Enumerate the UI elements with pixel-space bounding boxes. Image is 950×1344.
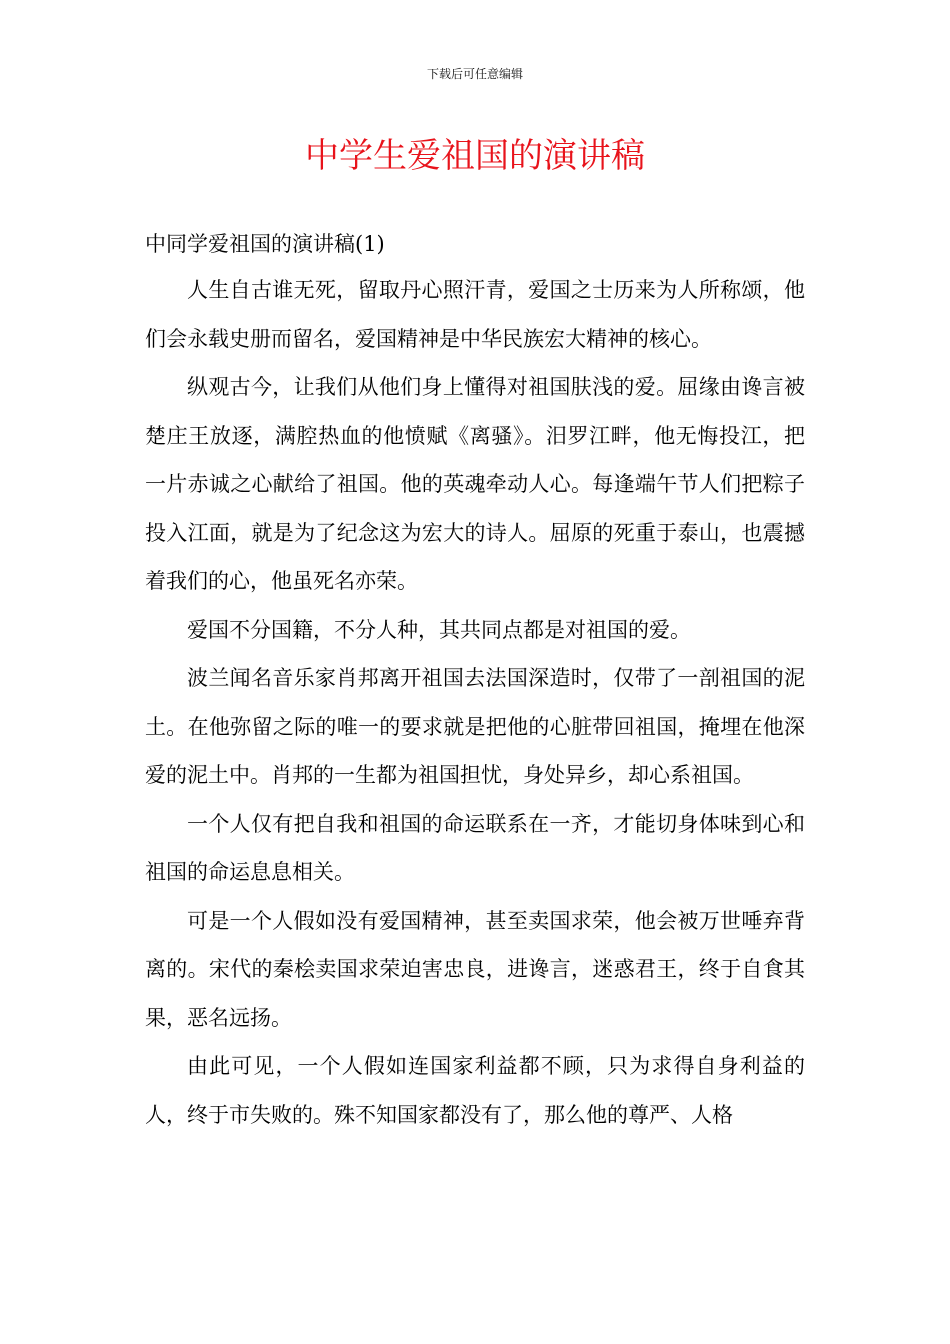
header-note: 下载后可任意编辑	[426, 67, 523, 81]
paragraph: 波兰闻名音乐家肖邦离开祖国去法国深造时，仅带了一剖祖国的泥土。在他弥留之际的唯一的要求就是把他的心脏带回祖国，掩埋在他深爱的泥土中。肖邦的一生都为祖国担忧，身处异乡，却心系祖国。	[145, 666, 805, 787]
paragraph: 纵观古今，让我们从他们身上懂得对祖国肤浅的爱。屈缘由谗言被楚庄王放逐，满腔热血的他愤赋《离骚》。汨罗江畔，他无悔投江，把一片赤诚之心献给了祖国。他的英魂牵动人心。每逢端午节人们把粽子投入江面，就是为了纪念这为宏大的诗人。屈原的死重于泰山，也震撼着我们的心，他虽死名亦荣。	[145, 375, 805, 593]
paragraph: 一个人仅有把自我和祖国的命运联系在一齐，才能切身体味到心和祖国的命运息息相关。	[145, 811, 805, 884]
paragraph: 由此可见，一个人假如连国家利益都不顾，只为求得自身利益的人，终于市失败的。殊不知国家都没有了，那么他的尊严、人格	[145, 1054, 805, 1127]
paragraph: 爱国不分国籍，不分人种，其共同点都是对祖国的爱。	[187, 617, 691, 642]
document-body	[145, 226, 805, 1139]
paragraph: 人生自古谁无死，留取丹心照汗青，爱国之士历来为人所称颂，他们会永载史册而留名，爱国精神是中华民族宏大精神的核心。	[145, 278, 805, 351]
document-subtitle: 中同学爱祖国的演讲稿(1)	[145, 232, 385, 256]
document-title: 中学生爱祖国的演讲稿	[305, 136, 645, 176]
paragraph: 可是一个人假如没有爱国精神，甚至卖国求荣，他会被万世唾弃背离的。宋代的秦桧卖国求荣迫害忠良，进谗言，迷惑君王，终于自食其果，恶名远扬。	[145, 908, 805, 1030]
